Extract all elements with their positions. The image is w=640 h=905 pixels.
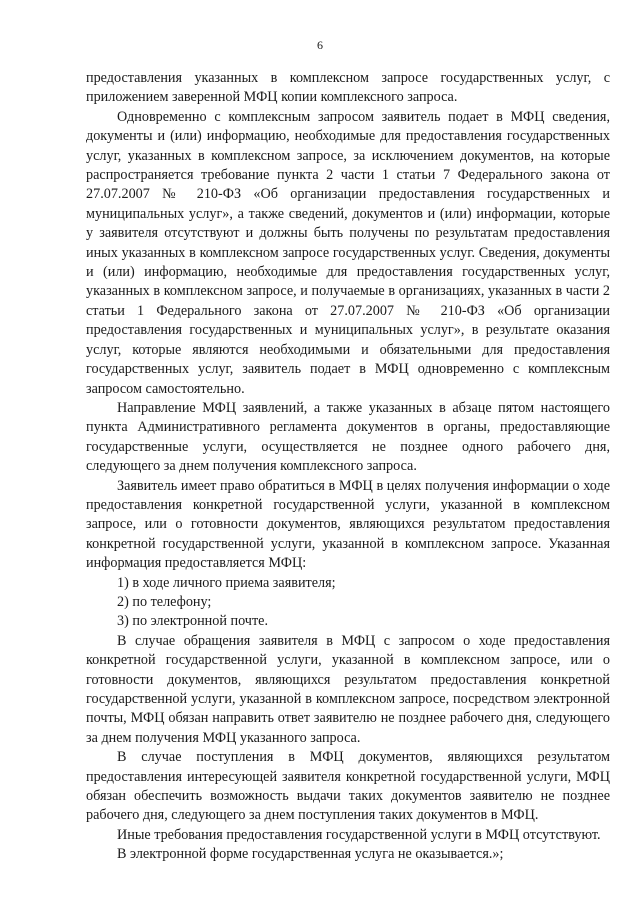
paragraph: В случае обращения заявителя в МФЦ с запросом о ходе предоставления конкретной государственной услуги, указанной в комплексном запросе, или о готовности документов, являющихся результатом предоставления конкретной государственной услуги, указанной в комплексном запросе, посредством электронной почты, МФЦ обязан направить ответ заявителю не позднее рабочего дня, следующего за днем получения МФЦ указанного запроса.	[86, 632, 610, 746]
list-item: 3) по электронной почте.	[117, 613, 268, 630]
page-number: 6	[317, 38, 323, 52]
paragraph: В электронной форме государственная услуга не оказывается.»;	[117, 846, 504, 863]
paragraph: В случае поступления в МФЦ документов, являющихся результатом предоставления интересующей заявителя конкретной государственной услуги, МФЦ обязан обеспечить возможность выдачи таких документов заявителю не позднее рабочего дня, следующего за днем поступления таких документов в МФЦ.	[86, 749, 610, 824]
list-item: 1) в ходе личного приема заявителя;	[117, 574, 336, 591]
list-item: 2) по телефону;	[117, 593, 212, 610]
paragraph: Заявитель имеет право обратиться в МФЦ в целях получения информации о ходе предоставления конкретной государственной услуги, указанной в комплексном запросе, или о готовности документов, являющихся результатом предоставления конкретной государственной услуги, указанной в комплексном запросе. Указанная информация предоставляется МФЦ:	[86, 477, 610, 572]
paragraph: Иные требования предоставления государственной услуги в МФЦ отсутствуют.	[117, 826, 601, 843]
paragraph: Одновременно с комплексным запросом заявитель подает в МФЦ сведения, документы и (или) информацию, необходимые для предоставления государственных услуг, указанных в комплексном запросе, за исключением документов, на которые распространяется требование пункта 2 части 1 статьи 7 Федерального закона от 27.07.2007 № 210-ФЗ «Об организации предоставления государственных и муниципальных услуг», а также сведений, документов и (или) информации, которые у заявителя отсутствуют и должны быть получены по результатам предоставления иных указанных в комплексном запросе государственных услуг. Сведения, документы и (или) информацию, необходимые для предоставления государственных услуг, указанных в комплексном запросе, и получаемые в организациях, указанных в части 2 статьи 1 Федерального закона от 27.07.2007 № 210-ФЗ «Об организации предоставления государственных и муниципальных услуг», в результате оказания услуг, которые являются необходимыми и обязательными для предоставления государственных услуг, заявитель подает в МФЦ одновременно с комплексным запросом самостоятельно.	[86, 108, 610, 397]
document-body	[86, 69, 610, 865]
paragraph: Направление МФЦ заявлений, а также указанных в абзаце пятом настоящего пункта Административного регламента документов в органы, предоставляющие государственные услуги, осуществляется не позднее одного рабочего дня, следующего за днем получения комплексного запроса.	[86, 399, 610, 475]
paragraph: предоставления указанных в комплексном запросе государственных услуг, с приложением заверенной МФЦ копии комплексного запроса.	[86, 70, 610, 106]
